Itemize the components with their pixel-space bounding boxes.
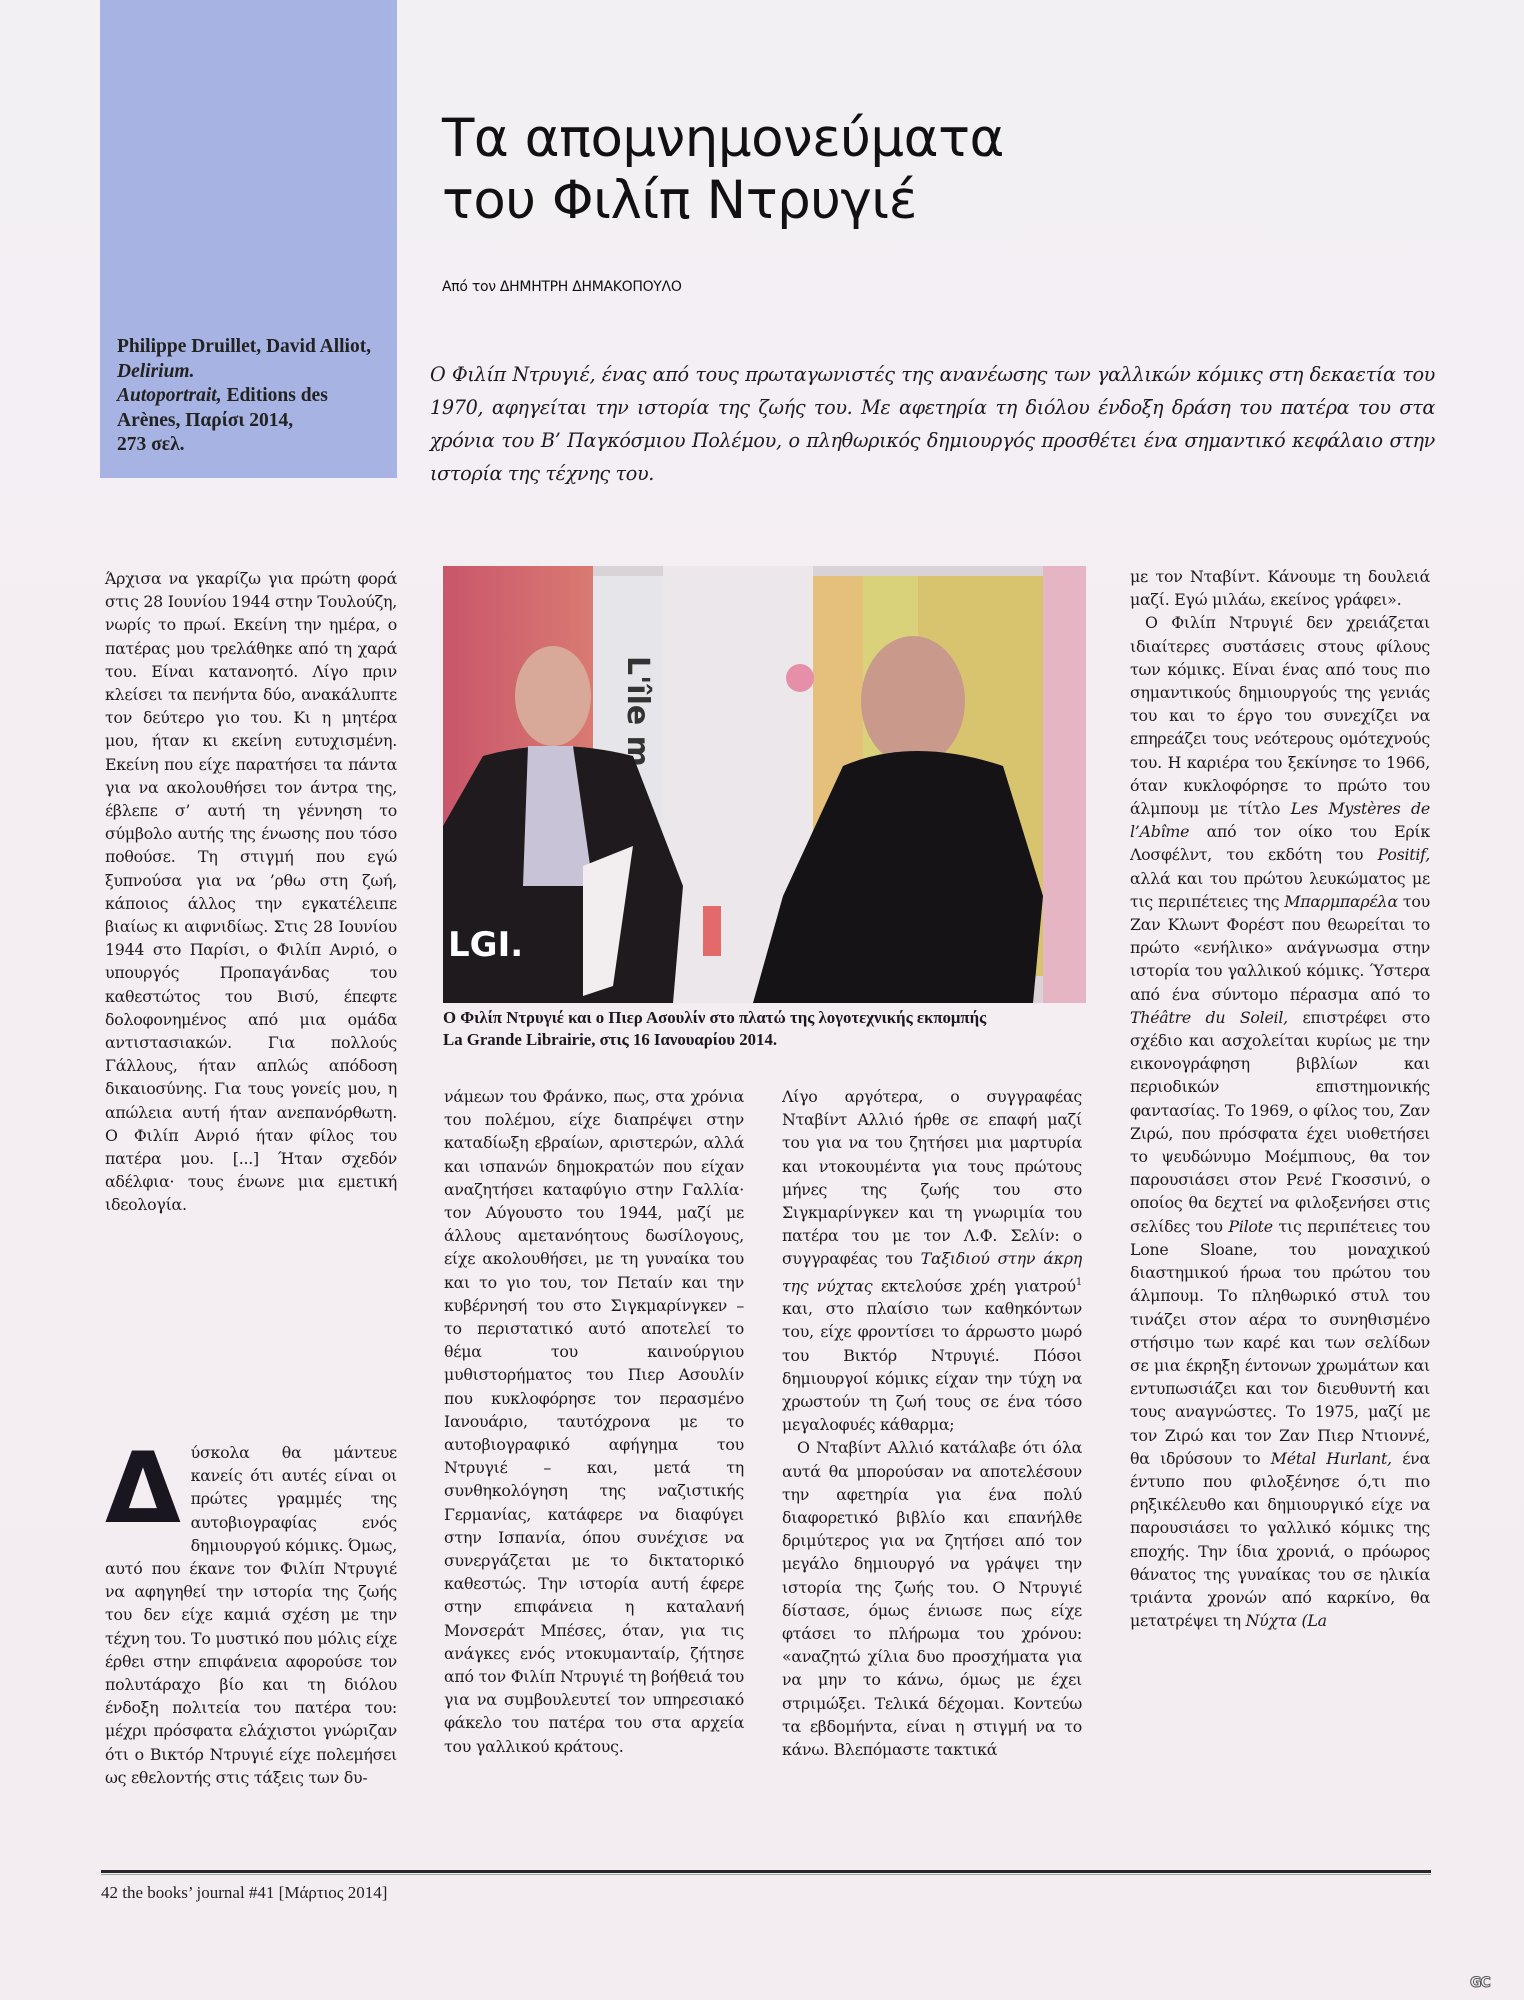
column-4-paragraph-2 bbox=[1130, 611, 1430, 1632]
footer-rule-accent bbox=[101, 1874, 1431, 1875]
col4-text-f: τις περιπέτειες του Lone Sloane, του μοναχικού διαστημικού ήρωα του πρώτου του άλμπουμ. Το πληθωρικό στυλ του τινάζει στον αέρα το συνηθισμένο στήσιμο των καρέ και των σελίδων σε μια έκρηξη έντονων χρωμάτων και εντυπωσιάζει και τον διευθυντή και τους αναγνώστες. Το 1975, μαζί με τον Ζιρώ και τον Ζαν Πιερ Ντιοννέ, θα ιδρύσουν το bbox=[1130, 1216, 1430, 1468]
book-info bbox=[117, 335, 382, 458]
caption-line2: La Grande Librairie, στις 16 Ιανουαρίου 2014. bbox=[443, 1030, 778, 1049]
col4-italic-theatre: Théâtre du Soleil, bbox=[1130, 1007, 1288, 1027]
col4-text-d: του Ζαν Κλωντ Φορέστ που θεωρείται το πρώτο «ενήλικο» ανάγνωσμα στην ιστορία του γαλλικού κόμικς. Ύστερα από ένα σύντομο πέρασμα από το bbox=[1130, 891, 1430, 1004]
col4-italic-positif: Positif, bbox=[1377, 845, 1430, 865]
book-title-part1: Delirium. bbox=[117, 360, 195, 382]
drop-cap: Δ bbox=[105, 1432, 181, 1546]
col3-text-b: εκτελούσε χρέη γιατρού bbox=[880, 1275, 1076, 1295]
col4-italic-nyxta: Νύχτα (La bbox=[1245, 1611, 1327, 1631]
opening-quote: Άρχισα να γκαρίζω για πρώτη φορά στις 28 Ιουνίου 1944 στην Τουλούζη, νωρίς το πρωί. Εκείνη την ημέρα, ο πατέρας μου τρελάθηκε από τη χαρά του. Είναι κατανοητό. Λίγο πριν κλείσει τα πενήντα δύο, ανακάλυπτε τον δεύτερο γιο του. Κι η μητέρα μου, ήταν κι εκείνη ευτυχισμένη. Εκείνη που είχε παρατήσει τα πάντα για να ακολουθήσει τον άντρα της, έβλεπε σ’ αυτή τη γέννηση το σύμβολο αυτής της ένωσης που τόσο ποθούσε. Τη στιγμή που εγώ ξυπνούσα για να ’ρθω στη ζωή, κάποιος άλλος την εγκατέλειπε βιαίως κι αιφνιδίως. Στις 28 Ιουνίου 1944 στο Παρίσι, ο Φιλίπ Ανριό, ο υπουργός Προπαγάνδας του καθεστώτος του Βισύ, έπεφτε δολοφονημένος από μια ομάδα αντιστασιακών. Για πολλούς Γάλλους, ήταν απλώς απόδοση δικαιοσύνης. Για τους γονείς μου, η απώλεια αυτή ήταν ανεπανόρθωτη. Ο Φιλίπ Ανριό ήταν φίλος του πατέρα μου. [...] Ήταν σχεδόν αδέλφια· τους ένωνε μια εμετική ιδεολογία. bbox=[105, 569, 397, 1215]
book-pages: 273 σελ. bbox=[117, 434, 185, 455]
column-3 bbox=[782, 1085, 1082, 1761]
photo-illustration bbox=[443, 566, 1086, 1003]
footer-rule bbox=[101, 1870, 1431, 1873]
col4-italic-album: Les Mystères de l’Abîme bbox=[1130, 799, 1430, 842]
article-title bbox=[442, 108, 1122, 232]
byline bbox=[442, 279, 682, 295]
book-publisher: Editions des Arènes, Παρίσι 2014, bbox=[117, 385, 328, 431]
col4-italic-pilote: Pilote bbox=[1228, 1216, 1273, 1236]
col4-italic-metal-hurlant: Métal Hurlant, bbox=[1270, 1448, 1392, 1468]
col3-book-title: Ταξιδιού στην άκρη της νύχτας bbox=[782, 1249, 1082, 1295]
column-1-quote bbox=[105, 567, 397, 1217]
column-4 bbox=[1130, 565, 1430, 1632]
col4-italic-barbarella: Μπαρμπαρέλα bbox=[1284, 891, 1398, 911]
article-title-line1: Τα απομνημονεύματα bbox=[442, 108, 1004, 169]
footnote-marker: 1 bbox=[1075, 1276, 1082, 1288]
col4-text-e: επιστρέφει στο σχέδιο και ασχολείται κυρίως με την εικονογράφηση βιβλίων και περιοδικών επιστημονικής φαντασίας. Το 1969, ο φίλος του, Ζαν Ζιρώ, που πρόσφατα έχει υιοθετήσει το ψευδώνυμο Μοέμπιους, θα τον παρουσιάσει στον Ρενέ Γκοσσινύ, ο οποίος θα δεχτεί να φιλοξενήσει στις σελίδες του bbox=[1130, 1007, 1430, 1236]
col4-text-b: από τον οίκο του Ερίκ Λοσφέλντ, του εκδότη του bbox=[1130, 822, 1430, 865]
page-footer: 42 the books’ journal #41 [Μάρτιος 2014] bbox=[101, 1883, 388, 1902]
col4-text-c: αλλά και του πρώτου λευκώματος με τις περιπέτειες της bbox=[1130, 868, 1430, 911]
byline-prefix: Από τον bbox=[442, 279, 496, 295]
photo-caption bbox=[443, 1007, 1103, 1051]
column-3-paragraph-1 bbox=[782, 1085, 1082, 1436]
book-title-part2: Autoportrait, bbox=[117, 385, 222, 406]
column-1-text: ύσκολα θα μάντευε κανείς ότι αυτές είναι οι πρώτες γραμμές της αυτοβιογραφίας ενός δημιουργού κόμικς. Όμως, αυτό που έκανε τον Φιλίπ Ντρυγιέ να αφηγηθεί την ιστορία της ζωής του δεν είχε καμιά σχέση με την τέχνη του. Το μυστικό που μόλις είχε έρθει στην επιφάνεια αφορούσε τον πολυτάραχο βίο και τη διόλου ένδοξη πολιτεία του πατέρα του: μέχρι πρόσφατα ελάχιστοι γνώριζαν ότι ο Βικτόρ Ντρυγιέ είχε πολεμήσει ως εθελοντής στις τάξεις των δυ- bbox=[105, 1443, 397, 1787]
article-photo bbox=[443, 566, 1086, 1003]
byline-author: ΔΗΜΗΤΡΗ ΔΗΜΑΚΟΠΟΥΛΟ bbox=[499, 279, 682, 295]
book-authors: Philippe Druillet, David Alliot, bbox=[117, 336, 372, 357]
column-4-paragraph-1: με τον Νταβίντ. Κάνουμε τη δουλειά μαζί. Εγώ μιλάω, εκείνος γράφει». bbox=[1130, 567, 1430, 610]
col3-text-c: και, στο πλαίσιο των καθηκόντων του, είχε φροντίσει το άρρωστο μωρό του Βικτόρ Ντρυγιέ. Πόσοι δημιουργοί κόμικς είχαν την τύχη να χρωστούν τη ζωή τους σε ένα τόσο μεγαλοφυές κάθαρμα; bbox=[782, 1299, 1082, 1435]
col3-text-a: Λίγο αργότερα, ο συγγραφέας Νταβίντ Αλλιό ήρθε σε επαφή μαζί του για να του ζητήσει μια μαρτυρία και ντοκουμέντα για τους πρώτους μήνες της ζωής του στο Σιγκμαρίνγκεν και τη γνωριμία του πατέρα του με τον Λ.Φ. Σελίν: ο συγγραφέας του bbox=[782, 1087, 1082, 1269]
column-2 bbox=[444, 1085, 744, 1758]
overlay-logo-text: LGI. bbox=[448, 925, 524, 965]
column-1-body bbox=[105, 1432, 397, 1789]
article-title-line2: του Φιλίπ Ντρυγιέ bbox=[442, 170, 917, 231]
col4-text-g: ένα έντυπο που φιλοξένησε ό,τι πιο ρηξικέλευθο και δημιουργικό είχε να παρουσιάσει το γαλλικό κόμικς της εποχής. Την ίδια χρονιά, ο πρόωρος θάνατος της γυναίκας του σε ηλικία τριάντα χρονών από καρκίνο, θα μετατρέψει τη bbox=[1130, 1448, 1430, 1631]
article-lead: Ο Φιλίπ Ντρυγιέ, ένας από τους πρωταγωνιστές της ανανέωσης των γαλλικών κόμικς στη δεκαετία του 1970, αφηγείται την ιστορία της ζωής του. Με αφετηρία τη διόλου ένδοξη δράση του πατέρα του στα χρόνια του Β’ Παγκόσμιου Πολέμου, ο πληθωρικός δημιουργός προσθέτει ένα σημαντικό κεφάλαιο στην ιστορία της τέχνης του. bbox=[430, 363, 1435, 485]
spine-text: L'île m bbox=[620, 656, 655, 767]
watermark: GC bbox=[1470, 1975, 1490, 1991]
caption-line1: Ο Φιλίπ Ντρυγιέ και ο Πιερ Ασουλίν στο πλατώ της λογοτεχνικής εκπομπής bbox=[443, 1008, 987, 1027]
column-2-text: νάμεων του Φράνκο, πως, στα χρόνια του πολέμου, είχε διαπρέψει στην καταδίωξη εβραίων, αριστερών, αλλά και ισπανών δημοκρατών που είχαν αναζητήσει καταφύγιο στην Γαλλία· τον Αύγουστο του 1944, μαζί με άλλους αμετανόητους δωσίλογους, είχε ακολουθήσει, με τη γυναίκα του και το γιο του, τον Πεταίν και την κυβέρνησή του στο Σιγκμαρίνγκεν – το περιστατικό αυτό αποτελεί το θέμα του καινούργιου μυθιστορήματος του Πιερ Ασουλίν που κυκλοφόρησε τον περασμένο Ιανουάριο, ταυτόχρονα με το αυτοβιογραφικό αφήγημα του Ντρυγιέ – και, μετά τη συνθηκολόγηση της ναζιστικής Γερμανίας, κατάφερε να διαφύγει στην Ισπανία, όπου συνέχισε να συνεργάζεται με το δικτατορικό καθεστώς. Την ιστορία αυτή έφερε στην επιφάνεια η καταλανή Μονσεράτ Μπέσες, όταν, για τις ανάγκες ενός ντοκυμανταίρ, ζήτησε από τον Φιλίπ Ντρυγιέ τη βοήθειά του για να συμβουλευτεί τον υπηρεσιακό φάκελο του πατέρα του στα αρχεία του γαλλικού κράτους. bbox=[444, 1087, 744, 1756]
column-3-paragraph-2: Ο Νταβίντ Αλλιό κατάλαβε ότι όλα αυτά θα μπορούσαν να αποτελέσουν την αφετηρία για ένα πολύ διαφορετικό βιβλίο και επανήλθε δριμύτερος για να ζητήσει από τον μεγάλο δημιουργό να γράψει την ιστορία της ζωής του. Ο Ντρυγιέ δίστασε, όμως ένιωσε πως είχε φτάσει το πλήρωμα του χρόνου: «αναζητώ χίλια δυο προσχήματα για να μην το κάνω, όμως με έχει στριμώξει. Τελικά δέχομαι. Κοντεύω τα εβδομήντα, είναι η στιγμή να το κάνω. Βλεπόμαστε τακτικά bbox=[782, 1438, 1082, 1759]
col4-text-a: Ο Φιλίπ Ντρυγιέ δεν χρειάζεται ιδιαίτερες συστάσεις στους φίλους των κόμικς. Είναι ένας από τους πιο σημαντικούς δημιουργούς της γενιάς του και το έργο του συνεχίζει να επηρεάζει τους νεότερους ομότεχνούς του. Η καριέρα του ξεκίνησε το 1966, όταν κυκλοφόρησε το πρώτο του άλμπουμ με τίτλο bbox=[1130, 613, 1430, 819]
